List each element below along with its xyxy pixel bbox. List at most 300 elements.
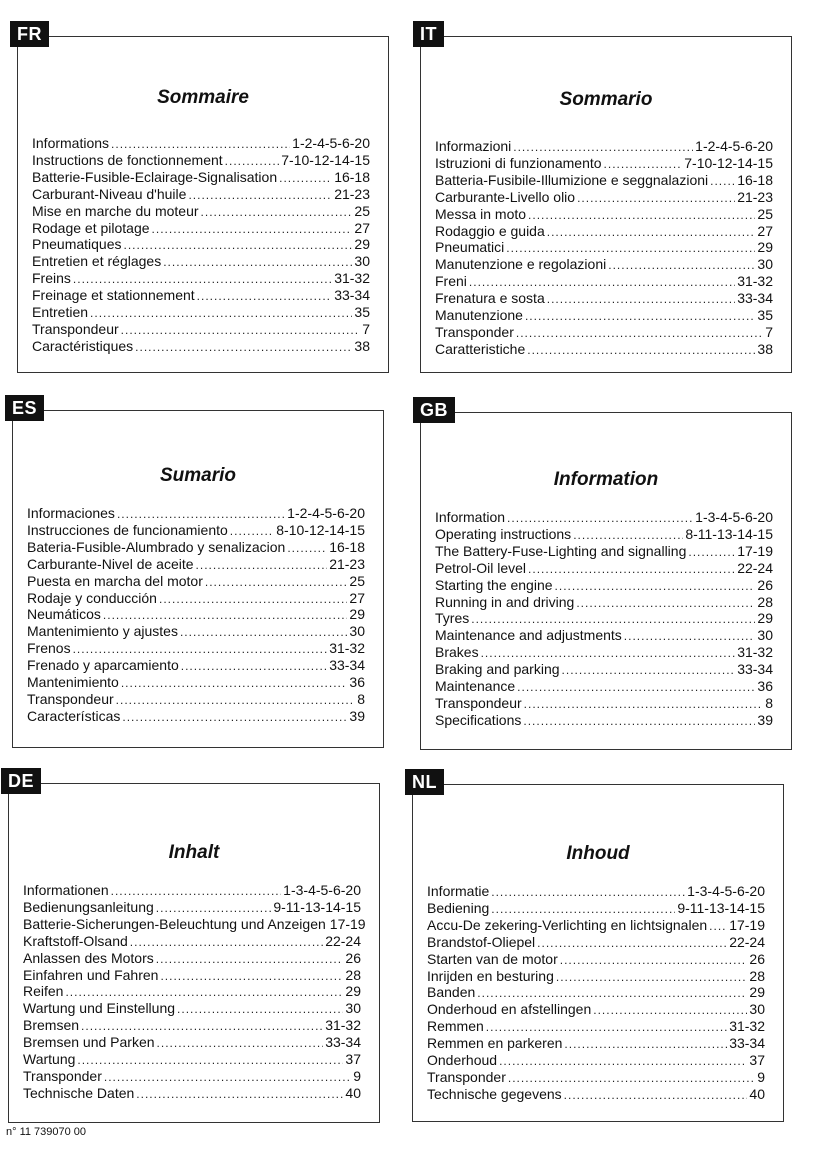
dot-leader xyxy=(81,1019,323,1035)
panel-title: Sommario xyxy=(559,89,653,110)
toc-list xyxy=(427,884,765,1104)
dot-leader xyxy=(157,1036,324,1052)
dot-leader xyxy=(160,969,343,985)
toc-entry xyxy=(435,342,773,359)
toc-entry-label: Caractéristiques xyxy=(32,337,134,354)
toc-entry-page: 27 xyxy=(349,589,365,606)
toc-entry-page: 36 xyxy=(757,678,773,695)
toc-entry xyxy=(27,641,365,658)
dot-leader xyxy=(197,289,333,305)
toc-entry xyxy=(435,156,773,173)
toc-entry xyxy=(32,305,370,322)
toc-entry-label: Mantenimiento xyxy=(27,674,119,691)
toc-entry-page: 1-2-4-5-6-20 xyxy=(695,138,773,154)
toc-entry-page: 26 xyxy=(757,576,773,593)
toc-entry-page: 26 xyxy=(345,949,361,966)
toc-entry-page: 17-19 xyxy=(737,542,773,559)
dot-leader xyxy=(188,188,332,204)
toc-entry xyxy=(435,325,773,342)
toc-entry-page: 21-23 xyxy=(329,555,365,572)
dot-leader xyxy=(564,1088,748,1104)
toc-entry-label: Caratteristiche xyxy=(435,340,526,357)
toc-entry-page: 9-11-13-14-15 xyxy=(273,898,361,915)
toc-entry-label: Starten van de motor xyxy=(427,950,558,967)
toc-entry-label: Wartung xyxy=(23,1051,76,1068)
toc-entry-label: Freinage et stationnement xyxy=(32,287,195,304)
toc-entry xyxy=(32,187,370,204)
toc-entry-label: Maintenance and adjustments xyxy=(435,627,622,644)
dot-leader xyxy=(576,596,755,612)
toc-entry-page: 25 xyxy=(354,202,370,219)
language-tag: FR xyxy=(10,21,49,47)
toc-entry xyxy=(435,308,773,325)
dot-leader xyxy=(573,528,683,544)
dot-leader xyxy=(513,140,693,156)
toc-entry-page: 35 xyxy=(757,307,773,324)
toc-entry xyxy=(27,658,365,675)
toc-entry-page: 26 xyxy=(749,950,765,967)
dot-leader xyxy=(491,885,685,901)
toc-list xyxy=(435,139,773,359)
toc-entry-page: 30 xyxy=(757,256,773,273)
toc-entry-page: 1-2-4-5-6-20 xyxy=(292,135,370,151)
toc-entry xyxy=(23,968,361,985)
toc-entry-label: Informaciones xyxy=(27,505,115,521)
toc-entry xyxy=(23,1001,361,1018)
dot-leader xyxy=(593,1003,747,1019)
toc-entry xyxy=(23,1035,361,1052)
dot-leader xyxy=(547,292,735,308)
toc-entry-page: 30 xyxy=(757,627,773,644)
toc-list xyxy=(23,882,366,1103)
toc-entry-label: Manutenzione e regolazioni xyxy=(435,256,607,273)
dot-leader xyxy=(564,1037,727,1053)
toc-entry-label: Brakes xyxy=(435,644,479,661)
toc-entry-label: Transponder xyxy=(23,1067,102,1084)
dot-leader xyxy=(121,676,348,692)
toc-entry xyxy=(435,527,773,544)
toc-entry-label: Carburante-Nivel de aceite xyxy=(27,555,194,572)
toc-entry xyxy=(27,523,365,540)
dot-leader xyxy=(181,659,327,675)
toc-entry-page: 1-3-4-5-6-20 xyxy=(687,883,765,899)
toc-entry-label: Reifen xyxy=(23,983,64,1000)
dot-leader xyxy=(547,225,756,241)
dot-leader xyxy=(471,612,755,628)
toc-entry-page: 33-34 xyxy=(729,1035,765,1052)
dot-leader xyxy=(486,1020,727,1036)
toc-entry-label: Bedienungsanleitung xyxy=(23,898,154,915)
dot-leader xyxy=(156,901,272,917)
toc-entry-label: Pneumatiques xyxy=(32,236,122,253)
toc-entry-label: Mantenimiento y ajustes xyxy=(27,623,178,640)
toc-entry-page: 39 xyxy=(757,711,773,728)
toc-entry-label: Kraftstoff-Olsand xyxy=(23,932,128,949)
toc-list xyxy=(435,510,773,730)
toc-entry-label: Remmen en parkeren xyxy=(427,1035,563,1052)
toc-entry xyxy=(427,952,765,969)
toc-entry-label: Information xyxy=(435,509,506,525)
toc-entry-page: 7 xyxy=(362,320,370,337)
dot-leader xyxy=(180,625,347,641)
toc-entry-page: 16-18 xyxy=(334,168,370,185)
toc-panel-it xyxy=(420,24,792,373)
dot-leader xyxy=(624,629,756,645)
toc-entry-label: Maintenance xyxy=(435,678,516,695)
toc-entry-label: Transpondeur xyxy=(27,690,114,707)
toc-entry-page: 7 xyxy=(765,323,773,340)
toc-entry xyxy=(435,578,773,595)
language-tag: GB xyxy=(413,397,455,423)
toc-entry-page: 37 xyxy=(345,1051,361,1068)
toc-entry xyxy=(27,591,365,608)
toc-entry-page: 8 xyxy=(765,694,773,711)
toc-entry-page: 8-10-12-14-15 xyxy=(276,521,365,538)
dot-leader xyxy=(230,524,274,540)
toc-entry xyxy=(27,607,365,624)
toc-entry-label: Technische gegevens xyxy=(427,1085,562,1102)
dot-leader xyxy=(117,507,285,523)
toc-entry-label: The Battery-Fuse-Lighting and signalling xyxy=(435,542,687,559)
toc-entry-label: Transpondeur xyxy=(32,320,119,337)
toc-entry xyxy=(435,224,773,241)
toc-entry xyxy=(435,173,773,190)
dot-leader xyxy=(499,1054,747,1070)
toc-entry-label: Frenado y aparcamiento xyxy=(27,657,179,674)
toc-entry-label: Batterie-Sicherungen-Beleuchtung und Anzeigen xyxy=(23,915,326,932)
dot-leader xyxy=(604,157,683,173)
toc-entry-page: 7-10-12-14-15 xyxy=(281,151,370,168)
toc-entry xyxy=(435,291,773,308)
toc-entry-page: 39 xyxy=(349,707,365,724)
toc-entry-label: Informations xyxy=(32,135,110,151)
toc-entry xyxy=(32,204,370,221)
toc-entry xyxy=(427,1002,765,1019)
toc-entry xyxy=(427,1036,765,1053)
toc-entry xyxy=(23,1086,361,1103)
toc-entry-label: Brandstof-Oliepel xyxy=(427,933,536,950)
toc-entry xyxy=(427,884,765,901)
toc-entry xyxy=(27,574,365,591)
toc-entry-page: 8-11-13-14-15 xyxy=(685,525,773,542)
toc-entry-page: 21-23 xyxy=(334,185,370,202)
toc-entry-page: 16-18 xyxy=(329,538,365,555)
toc-entry-page: 16-18 xyxy=(737,171,773,188)
dot-leader xyxy=(469,275,735,291)
dot-leader xyxy=(201,205,353,221)
toc-entry-page: 30 xyxy=(349,623,365,640)
dot-leader xyxy=(73,642,328,658)
toc-entry-page: 33-34 xyxy=(334,287,370,304)
dot-leader xyxy=(122,710,347,726)
toc-entry-label: Frenatura e sosta xyxy=(435,290,545,307)
dot-leader xyxy=(556,970,748,986)
dot-leader xyxy=(506,241,755,257)
toc-entry-page: 38 xyxy=(757,340,773,357)
toc-entry-label: Einfahren und Fahren xyxy=(23,966,159,983)
toc-entry xyxy=(32,271,370,288)
toc-entry xyxy=(427,985,765,1002)
panel-title: Inhalt xyxy=(168,842,220,863)
toc-entry-label: Messa in moto xyxy=(435,205,527,222)
toc-entry-label: Running in and driving xyxy=(435,593,575,610)
toc-panel-de xyxy=(8,771,380,1123)
toc-entry xyxy=(435,139,773,156)
toc-entry-label: Informationen xyxy=(23,882,109,898)
toc-entry-page: 25 xyxy=(349,572,365,589)
toc-entry xyxy=(32,237,370,254)
toc-entry xyxy=(23,1052,361,1069)
toc-entry xyxy=(32,339,370,356)
toc-entry xyxy=(23,883,361,900)
dot-leader xyxy=(73,272,332,288)
toc-entry-label: Rodaje y conducción xyxy=(27,589,157,606)
toc-entry xyxy=(23,951,361,968)
dot-leader xyxy=(65,985,343,1001)
dot-leader xyxy=(710,174,735,190)
toc-entry xyxy=(427,1053,765,1070)
dot-leader xyxy=(555,579,756,595)
toc-entry-label: Freins xyxy=(32,270,71,287)
toc-entry-label: Carburante-Livello olio xyxy=(435,188,576,205)
toc-panel-nl xyxy=(412,772,784,1122)
toc-entry-label: Bremsen xyxy=(23,1017,80,1034)
toc-entry xyxy=(427,935,765,952)
toc-list xyxy=(27,506,365,726)
toc-entry-label: Onderhoud en afstellingen xyxy=(427,1001,592,1018)
toc-entry-label: Manutenzione xyxy=(435,307,523,324)
toc-entry-label: Braking and parking xyxy=(435,661,560,678)
dot-leader xyxy=(508,1071,755,1087)
toc-entry xyxy=(427,969,765,986)
dot-leader xyxy=(279,171,332,187)
dot-leader xyxy=(608,258,755,274)
dot-leader xyxy=(525,309,755,325)
dot-leader xyxy=(159,592,347,608)
toc-entry xyxy=(32,136,370,153)
toc-entry-page: 31-32 xyxy=(329,640,365,657)
toc-entry-page: 9-11-13-14-15 xyxy=(677,899,765,916)
toc-entry-label: Carburant-Niveau d'huile xyxy=(32,185,187,202)
dot-leader xyxy=(116,693,356,709)
toc-entry-page: 9 xyxy=(353,1067,361,1084)
dot-leader xyxy=(111,137,290,153)
dot-leader xyxy=(196,558,328,574)
toc-entry-label: Transpondeur xyxy=(435,694,522,711)
toc-entry-page: 1-3-4-5-6-20 xyxy=(695,509,773,525)
panel-title: Sommaire xyxy=(157,87,249,108)
toc-entry-label: Rodaggio e guida xyxy=(435,222,545,239)
dot-leader xyxy=(130,935,323,951)
toc-entry-label: Banden xyxy=(427,984,476,1001)
toc-entry xyxy=(23,934,361,951)
dot-leader xyxy=(205,575,348,591)
toc-entry-page: 27 xyxy=(757,222,773,239)
dot-leader xyxy=(152,222,353,238)
toc-entry xyxy=(427,1087,765,1104)
toc-entry xyxy=(27,692,365,709)
toc-entry-label: Bediening xyxy=(427,899,490,916)
toc-entry xyxy=(23,915,366,934)
dot-leader xyxy=(709,919,727,935)
toc-entry xyxy=(23,900,361,917)
toc-entry xyxy=(435,595,773,612)
toc-entry xyxy=(435,510,773,527)
toc-entry-label: Specifications xyxy=(435,711,522,728)
toc-entry-page: 30 xyxy=(345,1000,361,1017)
panel-title: Inhoud xyxy=(566,843,630,864)
toc-entry-label: Informazioni xyxy=(435,138,512,154)
toc-entry xyxy=(27,709,365,726)
toc-entry xyxy=(435,696,773,713)
dot-leader xyxy=(77,1053,343,1069)
toc-entry-page: 33-34 xyxy=(737,290,773,307)
toc-entry-label: Informatie xyxy=(427,883,490,899)
toc-entry-page: 1-3-4-5-6-20 xyxy=(283,882,361,898)
toc-entry-page: 37 xyxy=(749,1052,765,1069)
toc-entry xyxy=(23,1069,361,1086)
toc-entry-page: 33-34 xyxy=(329,657,365,674)
toc-entry-page: 25 xyxy=(757,205,773,222)
toc-entry-page: 28 xyxy=(757,593,773,610)
dot-leader xyxy=(688,545,735,561)
dot-leader xyxy=(104,1070,351,1086)
toc-entry-page: 29 xyxy=(349,606,365,623)
toc-entry-label: Transponder xyxy=(427,1068,506,1085)
dot-leader xyxy=(491,902,675,918)
toc-entry-page: 22-24 xyxy=(737,559,773,576)
dot-leader xyxy=(524,697,764,713)
toc-entry-page: 31-32 xyxy=(334,270,370,287)
toc-entry-page: 29 xyxy=(757,610,773,627)
toc-entry xyxy=(32,170,370,187)
dot-leader xyxy=(507,511,693,527)
toc-entry-page: 31-32 xyxy=(737,644,773,661)
dot-leader xyxy=(90,306,352,322)
toc-entry-label: Istruzioni di funzionamento xyxy=(435,154,602,171)
language-tag: NL xyxy=(405,769,444,795)
toc-entry-label: Características xyxy=(27,707,121,724)
dot-leader xyxy=(528,562,735,578)
toc-entry-label: Technische Daten xyxy=(23,1084,135,1101)
dot-leader xyxy=(477,986,747,1002)
toc-entry xyxy=(435,257,773,274)
toc-entry xyxy=(435,611,773,628)
toc-entry xyxy=(27,675,365,692)
toc-entry-page: 7-10-12-14-15 xyxy=(684,154,773,171)
toc-entry-page: 28 xyxy=(749,967,765,984)
toc-entry-page: 30 xyxy=(749,1001,765,1018)
toc-entry xyxy=(435,628,773,645)
dot-leader xyxy=(527,343,755,359)
toc-entry-label: Starting the engine xyxy=(435,576,553,593)
toc-entry-page: 33-34 xyxy=(325,1034,361,1051)
toc-entry-page: 40 xyxy=(749,1085,765,1102)
toc-entry-page: 38 xyxy=(354,337,370,354)
toc-list xyxy=(32,136,370,356)
dot-leader xyxy=(135,340,352,356)
toc-entry-label: Remmen xyxy=(427,1018,484,1035)
dot-leader xyxy=(537,936,727,952)
dot-leader xyxy=(124,238,353,254)
toc-entry-page: 29 xyxy=(749,984,765,1001)
toc-entry xyxy=(427,901,765,918)
dot-leader xyxy=(163,255,352,271)
toc-entry-label: Frenos xyxy=(27,640,71,657)
toc-entry-page: 29 xyxy=(345,983,361,1000)
toc-entry xyxy=(427,1070,765,1087)
document-number: n° 11 739070 00 xyxy=(6,1126,87,1138)
toc-entry xyxy=(27,540,365,557)
dot-leader xyxy=(481,646,736,662)
toc-entry-page: 29 xyxy=(354,236,370,253)
toc-entry xyxy=(32,221,370,238)
toc-panel-es xyxy=(12,398,384,748)
toc-entry-page: 36 xyxy=(349,674,365,691)
toc-entry xyxy=(435,713,773,730)
toc-entry-label: Entretien et réglages xyxy=(32,253,162,270)
toc-entry-label: Inrijden en besturing xyxy=(427,967,554,984)
toc-entry-label: Instrucciones de funcionamiento xyxy=(27,521,228,538)
toc-entry-page: 9 xyxy=(757,1068,765,1085)
toc-entry xyxy=(23,984,361,1001)
language-tag: DE xyxy=(1,768,41,794)
dot-leader xyxy=(287,541,327,557)
dot-leader xyxy=(523,714,755,730)
toc-entry xyxy=(427,918,765,935)
dot-leader xyxy=(156,952,344,968)
language-tag: IT xyxy=(413,21,444,47)
toc-entry-page: 17-19 xyxy=(329,915,366,932)
toc-entry-label: Transponder xyxy=(435,323,514,340)
toc-entry-page: 31-32 xyxy=(729,1018,765,1035)
toc-entry-label: Freni xyxy=(435,273,467,290)
dot-leader xyxy=(517,680,755,696)
dot-leader xyxy=(121,323,361,339)
toc-entry-label: Anlassen des Motors xyxy=(23,949,154,966)
toc-entry-label: Bremsen und Parken xyxy=(23,1034,155,1051)
toc-entry xyxy=(435,274,773,291)
toc-entry xyxy=(32,254,370,271)
toc-entry-page: 33-34 xyxy=(737,661,773,678)
toc-entry-label: Instructions de fonctionnement xyxy=(32,151,223,168)
toc-entry-label: Tyres xyxy=(435,610,470,627)
toc-entry-page: 29 xyxy=(757,239,773,256)
dot-leader xyxy=(177,1002,343,1018)
toc-entry xyxy=(27,506,365,523)
dot-leader xyxy=(103,608,348,624)
toc-entry-label: Neumáticos xyxy=(27,606,101,623)
toc-entry-page: 35 xyxy=(354,304,370,321)
toc-entry xyxy=(32,153,370,170)
dot-leader xyxy=(562,663,736,679)
toc-entry-label: Puesta en marcha del motor xyxy=(27,572,203,589)
toc-entry-label: Wartung und Einstellung xyxy=(23,1000,176,1017)
toc-entry xyxy=(435,207,773,224)
panel-title: Sumario xyxy=(159,465,237,486)
toc-entry-page: 31-32 xyxy=(325,1017,361,1034)
toc-entry-page: 1-2-4-5-6-20 xyxy=(287,505,365,521)
toc-entry-label: Onderhoud xyxy=(427,1052,498,1069)
toc-entry-label: Pneumatici xyxy=(435,239,505,256)
toc-entry xyxy=(435,645,773,662)
dot-leader xyxy=(225,154,280,170)
toc-entry-label: Rodage et pilotage xyxy=(32,219,150,236)
toc-entry xyxy=(435,662,773,679)
toc-entry-page: 27 xyxy=(354,219,370,236)
toc-entry xyxy=(32,288,370,305)
toc-entry-label: Mise en marche du moteur xyxy=(32,202,199,219)
